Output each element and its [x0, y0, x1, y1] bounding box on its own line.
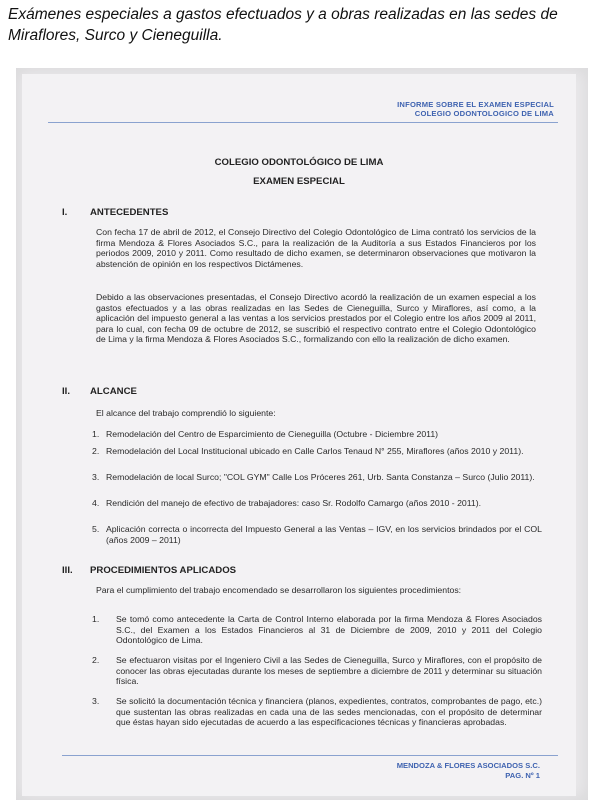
- item-text: Rendición del manejo de efectivo de trabajadores: caso Sr. Rodolfo Camargo (años 2010 - 2011).: [106, 498, 482, 508]
- procedimiento-item: [92, 655, 542, 687]
- item-number: 2.: [92, 446, 100, 456]
- item-text: Remodelación del Local Institucional ubicado en Calle Carlos Tenaud N° 255, Miraflores (años 2010 y 2011).: [106, 446, 524, 456]
- header-rule: [48, 122, 558, 123]
- item-number: 4.: [92, 498, 100, 508]
- section-number: III.: [62, 565, 73, 576]
- procedimiento-item: [92, 696, 542, 728]
- item-text: Se solicitó la documentación técnica y financiera (planos, expedientes, contratos, comprobantes de pago, etc.) que sustentan las obras realizadas en cada una de las sedes mencionadas, con el propósito de determinar que éstas hayan sido ejecutadas de acuerdo a las especificaciones técnicas y financieras aprobadas.: [116, 696, 542, 728]
- alcance-item: [92, 429, 542, 440]
- scanned-document-image: [16, 68, 588, 800]
- item-number: 5.: [92, 524, 100, 534]
- item-text: Remodelación del Centro de Esparcimiento de Cieneguilla (Octubre - Diciembre 2011): [106, 429, 439, 439]
- procedimientos-intro: Para el cumplimiento del trabajo encomendado se desarrollaron los siguientes procedimientos:: [96, 585, 462, 595]
- section-label: PROCEDIMIENTOS APLICADOS: [90, 565, 237, 576]
- item-text: Se tomó como antecedente la Carta de Control Interno elaborada por la firma Mendoza & Flores Asociados S.C., del Examen a los Estados Financieros al 31 de Diciembre de 2009, 2010 y 2011 del Colegio Odontológico de Lima.: [116, 614, 542, 646]
- item-number: 3.: [92, 472, 100, 482]
- item-number: 1.: [92, 429, 100, 439]
- header-line-2: COLEGIO ODONTOLOGICO DE LIMA: [414, 109, 554, 118]
- procedimiento-item: [92, 614, 542, 646]
- page-footer: [397, 761, 540, 781]
- document-page: [22, 74, 576, 796]
- section-label: ANTECEDENTES: [90, 207, 169, 218]
- section-label: ALCANCE: [90, 386, 137, 397]
- item-text: Remodelación de local Surco; "COL GYM" Calle Los Próceres 261, Urb. Santa Constanza – Surco (Julio 2011).: [106, 472, 535, 482]
- alcance-item: [92, 498, 542, 509]
- alcance-item: [92, 524, 542, 545]
- document-subtitle: EXAMEN ESPECIAL: [253, 176, 345, 187]
- alcance-item: [92, 472, 542, 483]
- header-line-1: INFORME SOBRE EL EXAMEN ESPECIAL: [397, 100, 554, 109]
- item-number: 1.: [92, 614, 100, 624]
- alcance-item: [92, 446, 542, 457]
- page-number: PAG. Nº 1: [505, 771, 540, 780]
- footer-firm: MENDOZA & FLORES ASOCIADOS S.C.: [396, 761, 540, 770]
- antecedentes-paragraph-2: Debido a las observaciones presentadas, el Consejo Directivo acordó la realización de un examen especial a los gastos efectuados y a las obras realizadas en las Sedes de Cieneguilla, Surco y Miraflores, así como, a la aplicación del impuesto general a las ventas a los servicios prestados por el Colegio entre los años 2009 al 2011, para lo cual, con fecha 09 de octubre de 2012, se suscribió el respectivo contrato entre el Colegio Odontológico de Lima y la firma Mendoza & Flores Asociados S.C., formalizando con ello la realización de dicho examen.: [96, 292, 536, 345]
- item-text: Aplicación correcta o incorrecta del Impuesto General a las Ventas – IGV, en los servicios brindados por el COL (años 2009 – 2011): [106, 524, 542, 545]
- alcance-intro: El alcance del trabajo comprendió lo siguiente:: [96, 408, 276, 418]
- footer-rule: [62, 755, 558, 756]
- antecedentes-paragraph-1: Con fecha 17 de abril de 2012, el Consejo Directivo del Colegio Odontológico de Lima contrató los servicios de la firma Mendoza & Flores Asociados S.C., para la realización de la Auditoría a sus Estados Financieros por los periodos 2009, 2010 y 2011. Como resultado de dicho examen, se determinaron observaciones que motivaron la abstención de opinión en los respectivos Dictámenes.: [96, 227, 536, 269]
- page-header: [397, 100, 554, 118]
- section-number: I.: [62, 207, 68, 218]
- item-number: 3.: [92, 696, 100, 706]
- section-number: II.: [62, 386, 70, 397]
- document-title: COLEGIO ODONTOLÓGICO DE LIMA: [214, 157, 384, 168]
- item-number: 2.: [92, 655, 100, 665]
- item-text: Se efectuaron visitas por el Ingeniero Civil a las Sedes de Cieneguilla, Surco y Miraflores, con el propósito de conocer las obras ejecutadas durante los meses de septiembre a diciembre de 2011 y determinar su situación física.: [116, 655, 542, 687]
- document-caption: Exámenes especiales a gastos efectuados y a obras realizadas en las sedes de Miraflores, Surco y Cieneguilla.: [8, 6, 558, 44]
